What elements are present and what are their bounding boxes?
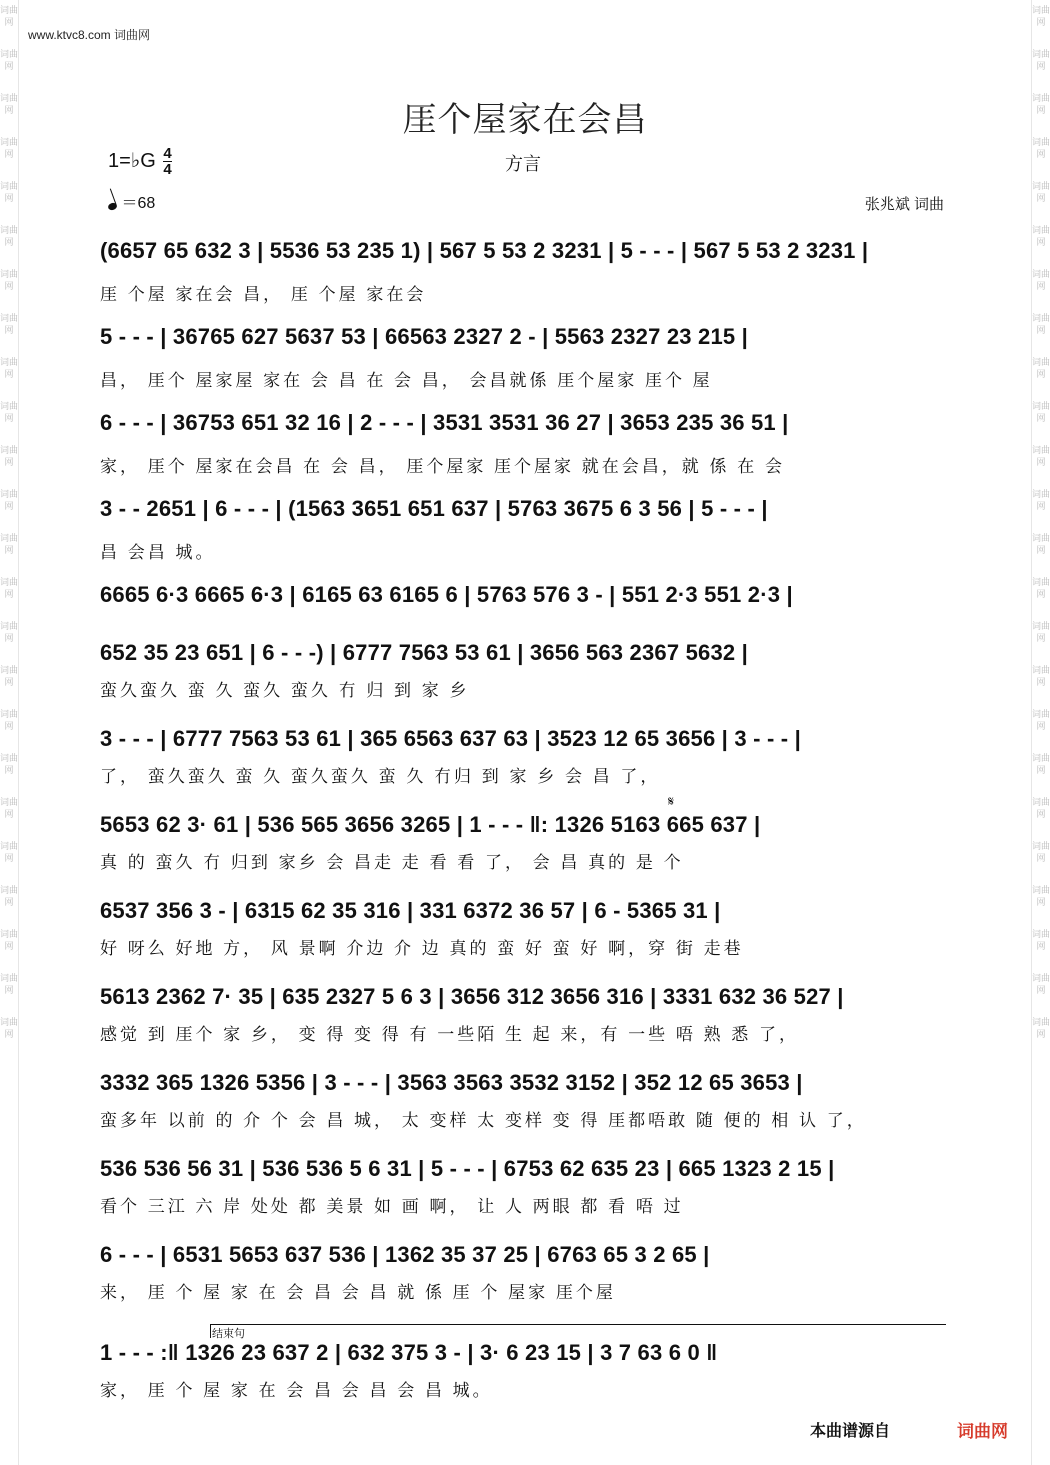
watermark-mark: 词曲网 xyxy=(0,269,19,291)
watermark-mark: 词曲网 xyxy=(1032,49,1050,71)
watermark-mark: 词曲网 xyxy=(0,5,19,27)
notation-line: 5653 62 3· 61 | 536 565 3656 3265 | 1 - - - ‖: 1326 5163 665 637 | xyxy=(100,812,761,837)
lyric-line: 厓 个屋 家在会 昌， 厓 个屋 家在会 xyxy=(100,285,427,304)
notation-line: 652 35 23 651 | 6 - - -) | 6777 7563 53 61 | 3656 563 2367 5632 | xyxy=(100,640,749,665)
watermark-mark: 词曲网 xyxy=(1032,137,1050,159)
watermark-mark: 词曲网 xyxy=(0,489,19,511)
notation-line: 6 - - - | 36753 651 32 16 | 2 - - - | 3531 3531 36 27 | 3653 235 36 51 | xyxy=(100,410,789,435)
watermark-mark: 词曲网 xyxy=(1032,5,1050,27)
notation-line: 6 - - - | 6531 5653 637 536 | 1362 35 37 25 | 6763 65 3 2 65 | xyxy=(100,1242,710,1267)
time-bottom: 4 xyxy=(163,161,172,178)
notation-line: 3 - - - | 6777 7563 53 61 | 365 6563 637 63 | 3523 12 65 3656 | 3 - - - | xyxy=(100,726,801,751)
watermark-mark: 词曲网 xyxy=(0,577,19,599)
source-label: 本曲谱源自 xyxy=(810,1423,891,1440)
ending-bracket xyxy=(210,1324,946,1338)
watermark-mark: 词曲网 xyxy=(1032,797,1050,819)
watermark-mark: 词曲网 xyxy=(1032,313,1050,335)
time-signature xyxy=(163,146,171,177)
watermark-mark: 词曲网 xyxy=(0,841,19,863)
lyric-line: 蛮久蛮久 蛮 久 蛮久 蛮久 冇 归 到 家 乡 xyxy=(100,681,470,700)
watermark-mark: 词曲网 xyxy=(1032,445,1050,467)
notation-line: 3332 365 1326 5356 | 3 - - - | 3563 3563 3532 3152 | 352 12 65 3653 | xyxy=(100,1070,803,1095)
lyric-line: 真 的 蛮久 冇 归到 家乡 会 昌走 走 看 看 了， 会 昌 真的 是 个 xyxy=(100,853,684,872)
watermark-mark: 词曲网 xyxy=(0,753,19,775)
watermark-mark: 词曲网 xyxy=(1032,621,1050,643)
watermark-mark: 词曲网 xyxy=(1032,841,1050,863)
watermark-mark: 词曲网 xyxy=(0,1017,19,1039)
site-url[interactable]: www.ktvc8.com 词曲网 xyxy=(28,28,151,42)
watermark-mark: 词曲网 xyxy=(0,401,19,423)
notation-line: 536 536 56 31 | 536 536 5 6 31 | 5 - - - | 6753 62 635 23 | 665 1323 2 15 | xyxy=(100,1156,835,1181)
time-top: 4 xyxy=(163,145,172,162)
right-watermark-strip xyxy=(1031,0,1050,1465)
notation-line: 5613 2362 7· 35 | 635 2327 5 6 3 | 3656 312 3656 316 | 3331 632 36 527 | xyxy=(100,984,844,1009)
ending-label: 结束句 xyxy=(212,1328,245,1340)
tempo-value: ＝68 xyxy=(121,195,156,212)
watermark-mark: 词曲网 xyxy=(1032,269,1050,291)
watermark-mark: 词曲网 xyxy=(0,357,19,379)
lyric-line: 来， 厓 个 屋 家 在 会 昌 会 昌 就 係 厓 个 屋家 厓个屋 xyxy=(100,1283,616,1302)
quarter-note-icon xyxy=(107,202,118,212)
watermark-mark: 词曲网 xyxy=(0,929,19,951)
watermark-mark: 词曲网 xyxy=(1032,93,1050,115)
notation-line: 3 - - 2651 | 6 - - - | (1563 3651 651 637 | 5763 3675 6 3 56 | 5 - - - | xyxy=(100,496,768,521)
key-label: 1=♭G xyxy=(108,149,156,172)
lyric-line: 昌 会昌 城。 xyxy=(100,543,216,562)
watermark-mark: 词曲网 xyxy=(0,665,19,687)
watermark-mark: 词曲网 xyxy=(0,93,19,115)
song-title: 厓个屋家在会昌 xyxy=(402,101,648,139)
watermark-mark: 词曲网 xyxy=(1032,533,1050,555)
left-watermark-strip xyxy=(0,0,19,1465)
tempo-marking xyxy=(108,190,155,213)
watermark-mark: 词曲网 xyxy=(1032,401,1050,423)
watermark-mark: 词曲网 xyxy=(0,533,19,555)
author-credit: 张兆斌 词曲 xyxy=(864,196,944,213)
watermark-mark: 词曲网 xyxy=(1032,225,1050,247)
key-signature xyxy=(108,146,172,177)
watermark-mark: 词曲网 xyxy=(1032,489,1050,511)
lyric-line: 蛮多年 以前 的 介 个 会 昌 城， 太 变样 太 变样 变 得 厓都唔敢 随 便的 相 认 了， xyxy=(100,1111,867,1130)
notation-line: 6665 6·3 6665 6·3 | 6165 63 6165 6 | 5763 576 3 - | 551 2·3 551 2·3 | xyxy=(100,582,793,607)
watermark-mark: 词曲网 xyxy=(1032,753,1050,775)
watermark-mark: 词曲网 xyxy=(0,137,19,159)
lyric-line: 昌， 厓个 屋家屋 家在 会 昌 在 会 昌， 会昌就係 厓个屋家 厓个 屋 xyxy=(100,371,713,390)
watermark-mark: 词曲网 xyxy=(1032,1017,1050,1039)
notation-line: 5 - - - | 36765 627 5637 53 | 66563 2327 2 - | 5563 2327 23 215 | xyxy=(100,324,749,349)
lyric-line: 了， 蛮久蛮久 蛮 久 蛮久蛮久 蛮 久 冇归 到 家 乡 会 昌 了， xyxy=(100,767,661,786)
notation-line: 6537 356 3 - | 6315 62 35 316 | 331 6372 36 57 | 6 - 5365 31 | xyxy=(100,898,721,923)
watermark-mark: 词曲网 xyxy=(1032,885,1050,907)
watermark-mark: 词曲网 xyxy=(0,313,19,335)
lyric-line: 感觉 到 厓个 家 乡， 变 得 变 得 有 一些陌 生 起 来，有 一些 唔 熟 悉 了， xyxy=(100,1025,800,1044)
lyric-line: 好 呀么 好地 方， 风 景啊 介边 介 边 真的 蛮 好 蛮 好 啊，穿 街 走巷 xyxy=(100,939,744,958)
segno-icon: 𝄋 xyxy=(668,793,675,809)
watermark-mark: 词曲网 xyxy=(0,445,19,467)
lyric-line: 家， 厓个 屋家在会昌 在 会 昌， 厓个屋家 厓个屋家 就在会昌，就 係 在 会 xyxy=(100,457,785,476)
lyric-line: 家， 厓 个 屋 家 在 会 昌 会 昌 会 昌 城。 xyxy=(100,1381,493,1400)
watermark-mark: 词曲网 xyxy=(1032,665,1050,687)
watermark-mark: 词曲网 xyxy=(1032,929,1050,951)
watermark-mark: 词曲网 xyxy=(0,181,19,203)
lyric-line: 看个 三江 六 岸 处处 都 美景 如 画 啊， 让 人 两眼 都 看 唔 过 xyxy=(100,1197,684,1216)
watermark-mark: 词曲网 xyxy=(0,797,19,819)
notation-line: (6657 65 632 3 | 5536 53 235 1) | 567 5 53 2 3231 | 5 - - - | 567 5 53 2 3231 | xyxy=(100,238,869,263)
notation-line: 1 - - - :‖ 1326 23 637 2 | 632 375 3 - | 3· 6 23 15 | 3 7 63 6 0 ‖ xyxy=(100,1340,718,1365)
watermark-mark: 词曲网 xyxy=(1032,181,1050,203)
watermark-mark: 词曲网 xyxy=(1032,709,1050,731)
song-style: 方言 xyxy=(505,154,541,174)
brand-link[interactable]: 词曲网 xyxy=(957,1422,1008,1441)
watermark-mark: 词曲网 xyxy=(1032,357,1050,379)
watermark-mark: 词曲网 xyxy=(0,973,19,995)
watermark-mark: 词曲网 xyxy=(0,225,19,247)
watermark-mark: 词曲网 xyxy=(0,709,19,731)
watermark-mark: 词曲网 xyxy=(0,49,19,71)
watermark-mark: 词曲网 xyxy=(1032,577,1050,599)
watermark-mark: 词曲网 xyxy=(0,885,19,907)
watermark-mark: 词曲网 xyxy=(0,621,19,643)
watermark-mark: 词曲网 xyxy=(1032,973,1050,995)
